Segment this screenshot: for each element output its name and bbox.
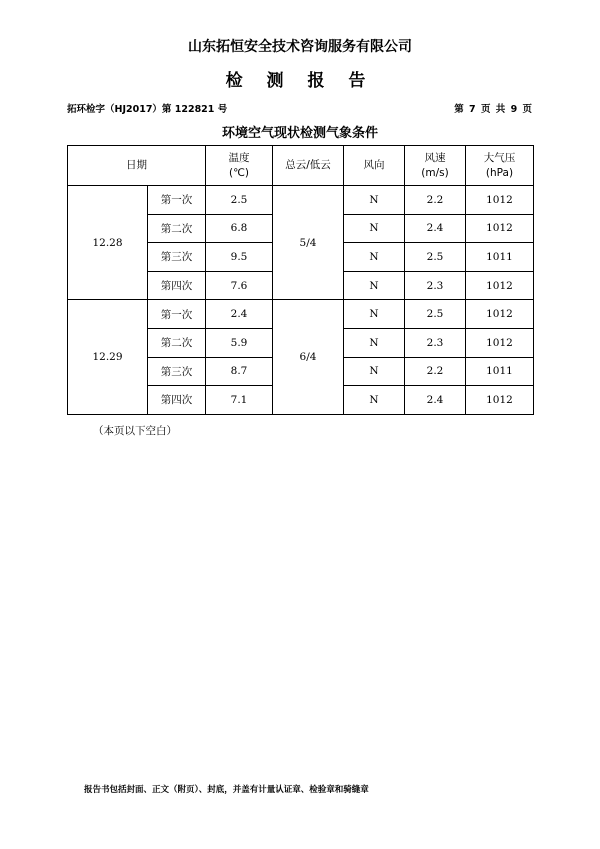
report-number: 拓环检字（HJ2017）第 122821 号: [67, 104, 228, 115]
page-info: 第 7 页 共 9 页: [454, 104, 533, 115]
measurement-time: 第一次: [148, 300, 206, 329]
report-meta: [67, 101, 533, 115]
blank-page-note: （本页以下空白）: [93, 425, 177, 437]
pressure-value: 1012: [466, 271, 534, 300]
measurement-time: 第二次: [148, 328, 206, 357]
header-wind-speed-label: 风速: [424, 151, 446, 164]
wind-speed-value: 2.3: [405, 328, 466, 357]
pressure-value: 1012: [466, 186, 534, 215]
temperature-value: 2.5: [206, 186, 273, 215]
wind-direction-value: N: [344, 300, 405, 329]
temperature-value: 7.1: [206, 386, 273, 415]
cloud-cell: 5/4: [273, 186, 344, 300]
weather-conditions-table: [67, 145, 534, 415]
table-header-row: [68, 146, 534, 186]
table-row: [68, 300, 534, 329]
wind-direction-value: N: [344, 243, 405, 272]
wind-speed-value: 2.2: [405, 186, 466, 215]
footer-note: 报告书包括封面、正文（附页）、封底，并盖有计量认证章、检验章和骑缝章: [84, 785, 369, 795]
date-cell: 12.29: [68, 300, 148, 414]
wind-direction-value: N: [344, 357, 405, 386]
header-wind-speed-unit: (m/s): [421, 166, 449, 179]
temperature-value: 8.7: [206, 357, 273, 386]
header-temperature: [206, 146, 273, 186]
measurement-time: 第三次: [148, 357, 206, 386]
table-row: [68, 186, 534, 215]
wind-direction-value: N: [344, 214, 405, 243]
company-name: 山东拓恒安全技术咨询服务有限公司: [188, 39, 412, 55]
header-wind-speed: [405, 146, 466, 186]
header-temperature-unit: (℃): [229, 166, 249, 179]
measurement-time: 第三次: [148, 243, 206, 272]
pressure-value: 1012: [466, 214, 534, 243]
temperature-value: 5.9: [206, 328, 273, 357]
temperature-value: 2.4: [206, 300, 273, 329]
measurement-time: 第四次: [148, 271, 206, 300]
wind-speed-value: 2.3: [405, 271, 466, 300]
header-cloud: 总云/低云: [273, 146, 344, 186]
header-pressure: [466, 146, 534, 186]
wind-direction-value: N: [344, 186, 405, 215]
header-temperature-label: 温度: [228, 151, 250, 164]
wind-direction-value: N: [344, 271, 405, 300]
temperature-value: 9.5: [206, 243, 273, 272]
pressure-value: 1012: [466, 386, 534, 415]
report-title: 检 测 报 告: [225, 71, 375, 91]
pressure-value: 1012: [466, 328, 534, 357]
pressure-value: 1011: [466, 243, 534, 272]
measurement-time: 第二次: [148, 214, 206, 243]
header-pressure-unit: (hPa): [485, 166, 514, 179]
wind-speed-value: 2.4: [405, 386, 466, 415]
temperature-value: 6.8: [206, 214, 273, 243]
header-date: 日期: [68, 146, 206, 186]
measurement-time: 第四次: [148, 386, 206, 415]
wind-direction-value: N: [344, 328, 405, 357]
header-pressure-label: 大气压: [483, 151, 516, 164]
wind-speed-value: 2.5: [405, 243, 466, 272]
wind-speed-value: 2.2: [405, 357, 466, 386]
temperature-value: 7.6: [206, 271, 273, 300]
table-title: 环境空气现状检测气象条件: [221, 126, 378, 141]
pressure-value: 1011: [466, 357, 534, 386]
header-wind-direction: 风向: [344, 146, 405, 186]
measurement-time: 第一次: [148, 186, 206, 215]
wind-direction-value: N: [344, 386, 405, 415]
wind-speed-value: 2.5: [405, 300, 466, 329]
wind-speed-value: 2.4: [405, 214, 466, 243]
date-cell: 12.28: [68, 186, 148, 300]
pressure-value: 1012: [466, 300, 534, 329]
cloud-cell: 6/4: [273, 300, 344, 414]
